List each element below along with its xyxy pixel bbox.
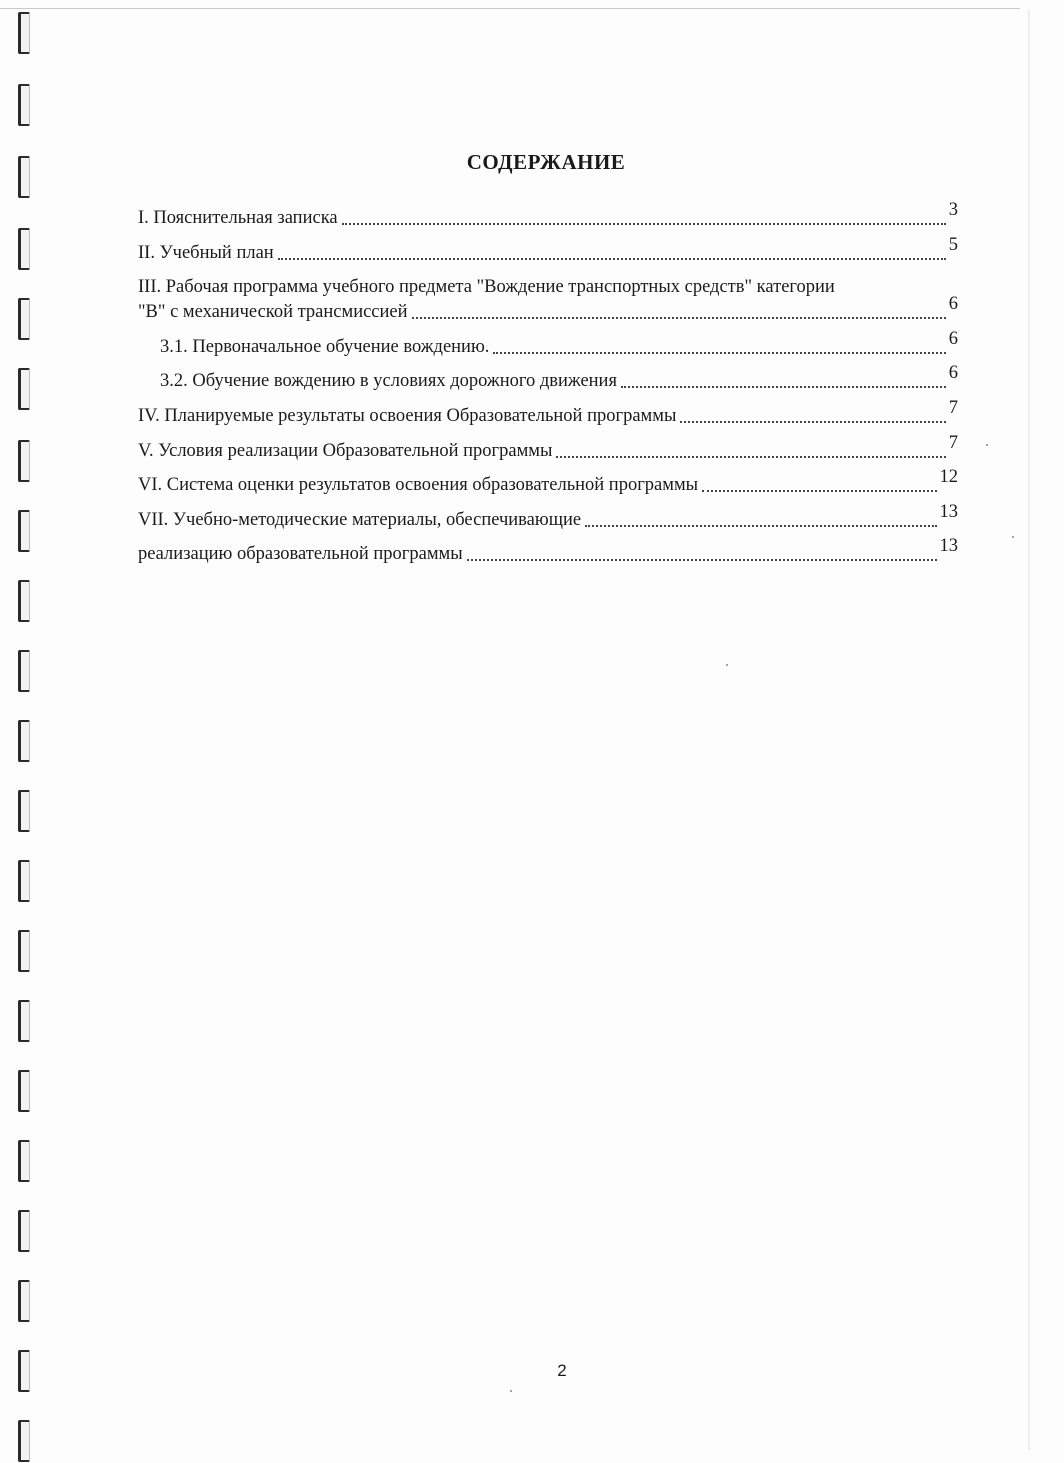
toc-entry [138,363,958,394]
toc-entry-page: 7 [948,432,958,453]
toc-dot-leader [467,559,937,561]
binding-hole [18,1140,30,1182]
scan-speck [510,1390,512,1392]
toc-entry [138,467,958,498]
page-top-edge [0,8,1020,9]
binding-hole [18,440,30,482]
toc-entry-text-line1: III. Рабочая программа учебного предмета "Вождение транспортных средств" категории [138,277,835,298]
toc-entry-text: I. Пояснительная записка [138,208,338,228]
toc-dot-leader [342,223,946,225]
binding-hole [18,228,30,270]
toc-entry-page: 5 [948,234,958,255]
toc-dot-leader [702,490,936,492]
toc-entry-text: реализацию образовательной программы [138,544,463,565]
binding-hole [18,1070,30,1112]
toc-entry-page: 6 [948,328,958,349]
table-of-contents [138,200,958,577]
binding-hole [18,1000,30,1042]
binding-hole [18,930,30,972]
toc-dot-leader [621,386,946,388]
toc-entry-text: V. Условия реализации Образовательной программы [138,440,553,461]
toc-entry-text: "B" с механической трансмиссией [138,302,408,323]
toc-entry-page: 7 [948,397,958,418]
binding-hole [18,510,30,552]
toc-entry [138,234,958,266]
binding-hole [18,650,30,692]
toc-entry [138,536,958,567]
page-number: 2 [557,1361,567,1380]
binding-hole [18,1280,30,1322]
toc-entry [138,275,958,325]
toc-entry [138,200,958,231]
binding-hole [18,1210,30,1252]
toc-entry-page: 6 [948,294,958,315]
toc-entry-text: VI. Система оценки результатов освоения образовательной программы [138,475,699,496]
scan-speck [1012,536,1014,538]
toc-entry [138,501,958,533]
toc-entry-page: 13 [939,536,958,557]
toc-entry-text: 3.2. Обучение вождению в условиях дорожного движения [160,371,617,392]
toc-dot-leader [493,352,945,354]
toc-entry-page: 6 [948,363,958,384]
toc-dot-leader [585,525,936,527]
toc-entry-text: 3.1. Первоначальное обучение вождению. [160,336,490,357]
toc-entry-text: VII. Учебно-методические материалы, обеспечивающие [138,509,582,530]
toc-entry-text: II. Учебный план [138,242,274,263]
toc-dot-leader [412,317,946,319]
document-title: СОДЕРЖАНИЕ [466,150,626,174]
binding-hole [18,790,30,832]
binding-hole [18,1420,30,1462]
spiral-binding [14,0,54,1463]
toc-dot-leader [680,421,945,423]
binding-hole [18,12,30,54]
toc-entry [138,432,958,464]
scan-speck [726,664,728,666]
binding-hole [18,368,30,410]
binding-hole [18,720,30,762]
toc-entry-page: 13 [939,501,958,522]
toc-entry [138,397,958,429]
toc-dot-leader [556,456,945,458]
binding-hole [18,84,30,126]
toc-entry-page: 12 [939,467,958,488]
binding-hole [18,298,30,340]
scan-speck [986,444,988,446]
toc-dot-leader [278,258,946,260]
toc-entry-page: 3 [948,200,958,220]
toc-entry [138,328,958,360]
binding-hole [18,580,30,622]
binding-hole [18,860,30,902]
page-right-edge [1028,10,1030,1450]
toc-entry-text: IV. Планируемые результаты освоения Образовательной программы [138,405,677,426]
